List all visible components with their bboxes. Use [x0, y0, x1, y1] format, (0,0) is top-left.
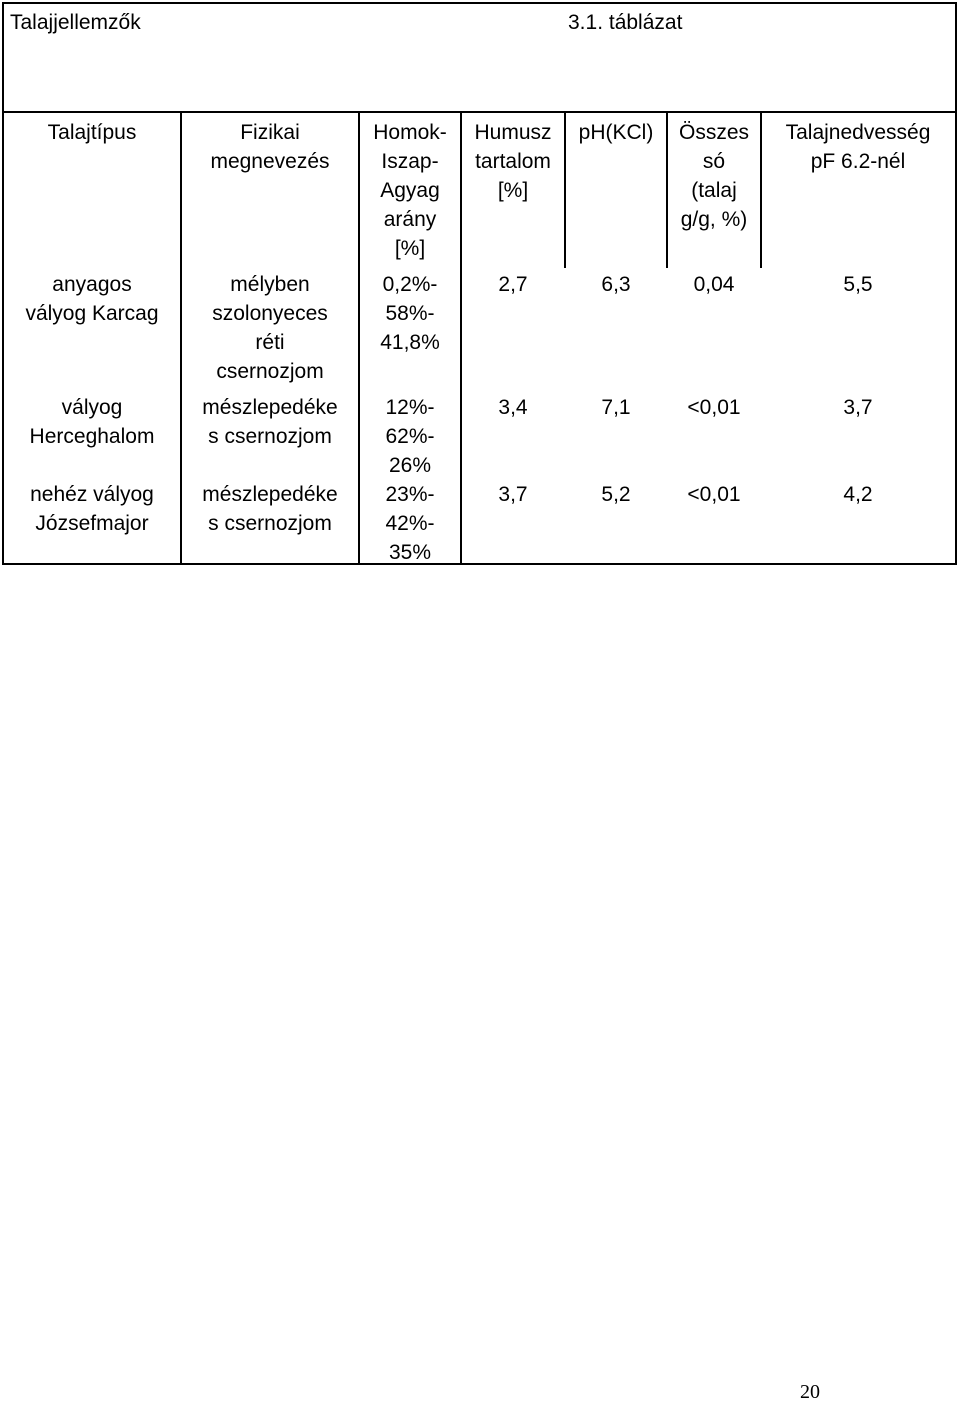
table-cell-ph: 5,2 — [601, 483, 631, 506]
table-cell-soil-type: vályog Herceghalom — [29, 396, 155, 448]
header-sand-silt-clay: Homok- Iszap- Agyag arány [%] — [373, 121, 447, 260]
table-cell-total-salt: <0,01 — [687, 483, 741, 506]
table-cell-soil-moisture: 5,5 — [843, 273, 873, 296]
table-caption: 3.1. táblázat — [568, 11, 683, 34]
table-cell-physical-name: mészlepedéke s csernozjom — [202, 396, 338, 448]
table-cell-sand-silt-clay: 23%- 42%- 35% — [385, 483, 435, 564]
table-cell-sand-silt-clay: 12%- 62%- 26% — [385, 396, 435, 477]
header-physical-name: Fizikai megnevezés — [210, 121, 330, 173]
table-cell-total-salt: 0,04 — [693, 273, 735, 296]
table-cell-soil-type: anyagos vályog Karcag — [25, 273, 159, 325]
table-cell-physical-name: mélyben szolonyeces réti csernozjom — [212, 273, 328, 383]
table-cell-humus: 2,7 — [498, 273, 528, 296]
table-cell-soil-moisture: 3,7 — [843, 396, 873, 419]
header-total-salt: Összes só (talaj g/g, %) — [678, 121, 749, 231]
header-soil-moisture: Talajnedvesség pF 6.2-nél — [785, 121, 931, 173]
title-divider — [2, 111, 957, 113]
header-ph: pH(KCl) — [578, 121, 654, 144]
table-cell-total-salt: <0,01 — [687, 396, 741, 419]
table-cell-physical-name: mészlepedéke s csernozjom — [202, 483, 338, 535]
table-cell-soil-type: nehéz vályog Józsefmajor — [30, 483, 154, 535]
table-cell-sand-silt-clay: 0,2%- 58%- 41,8% — [380, 273, 440, 354]
table-cell-soil-moisture: 4,2 — [843, 483, 873, 506]
page-number: 20 — [800, 1381, 820, 1403]
table-cell-ph: 7,1 — [601, 396, 631, 419]
table-cell-humus: 3,7 — [498, 483, 528, 506]
table-cell-ph: 6,3 — [601, 273, 631, 296]
header-soil-type: Talajtípus — [47, 121, 137, 144]
table-cell-humus: 3,4 — [498, 396, 528, 419]
header-humus: Humusz tartalom [%] — [474, 121, 552, 202]
section-title: Talajjellemzők — [10, 11, 141, 34]
